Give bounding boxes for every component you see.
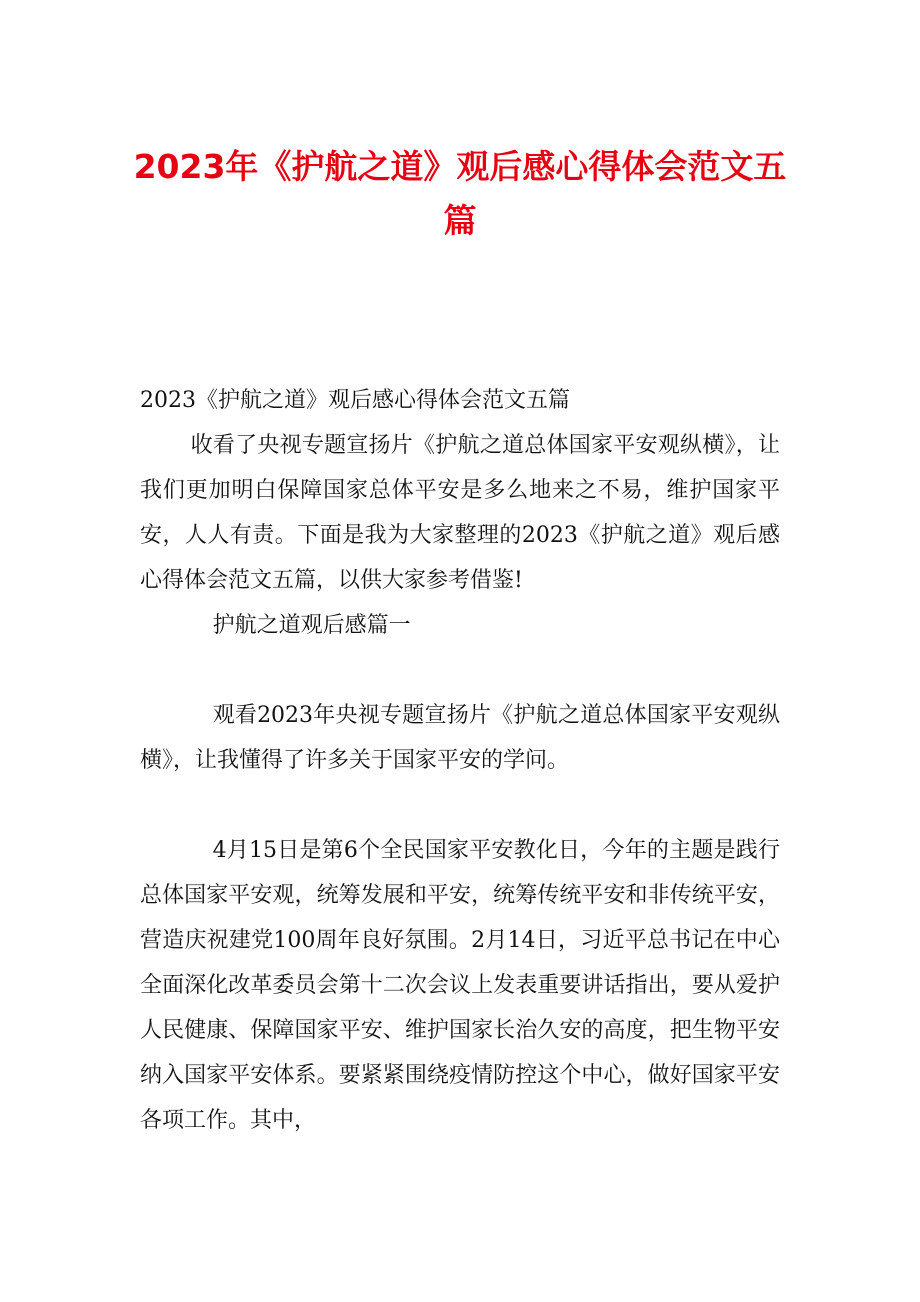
body-paragraph-2: 4月15日是第6个全民国家平安教化日，今年的主题是践行总体国家平安观，统筹发展和平安，统筹传统平安和非传统平安，营造庆祝建党100周年良好氛围。2月14日，习近平总书记在中心全面深化改革委员会第十二次会议上发表重要讲话指出，要从爱护人民健康、保障国家平安、维护国家长治久安的高度，把生物平安纳入国家平安体系。要紧紧围绕疫情防控这个中心，做好国家平安各项工作。其中， — [140, 838, 780, 1133]
document-title: 2023年《护航之道》观后感心得体会范文五篇 — [133, 147, 787, 240]
body-paragraph-1: 观看2023年央视专题宣扬片《护航之道总体国家平安观纵横》，让我懂得了许多关于国家平安的学问。 — [140, 703, 780, 773]
section-heading: 护航之道观后感篇一 — [212, 613, 411, 638]
intro-paragraph: 收看了央视专题宣扬片《护航之道总体国家平安观纵横》，让我们更加明白保障国家总体平安是多么地来之不易，维护国家平安，人人有责。下面是我为大家整理的2023《护航之道》观后感心得体会范文五篇，以供大家参考借鉴! — [140, 433, 780, 593]
document-body — [140, 378, 780, 1143]
document-subtitle: 2023《护航之道》观后感心得体会范文五篇 — [140, 388, 570, 413]
